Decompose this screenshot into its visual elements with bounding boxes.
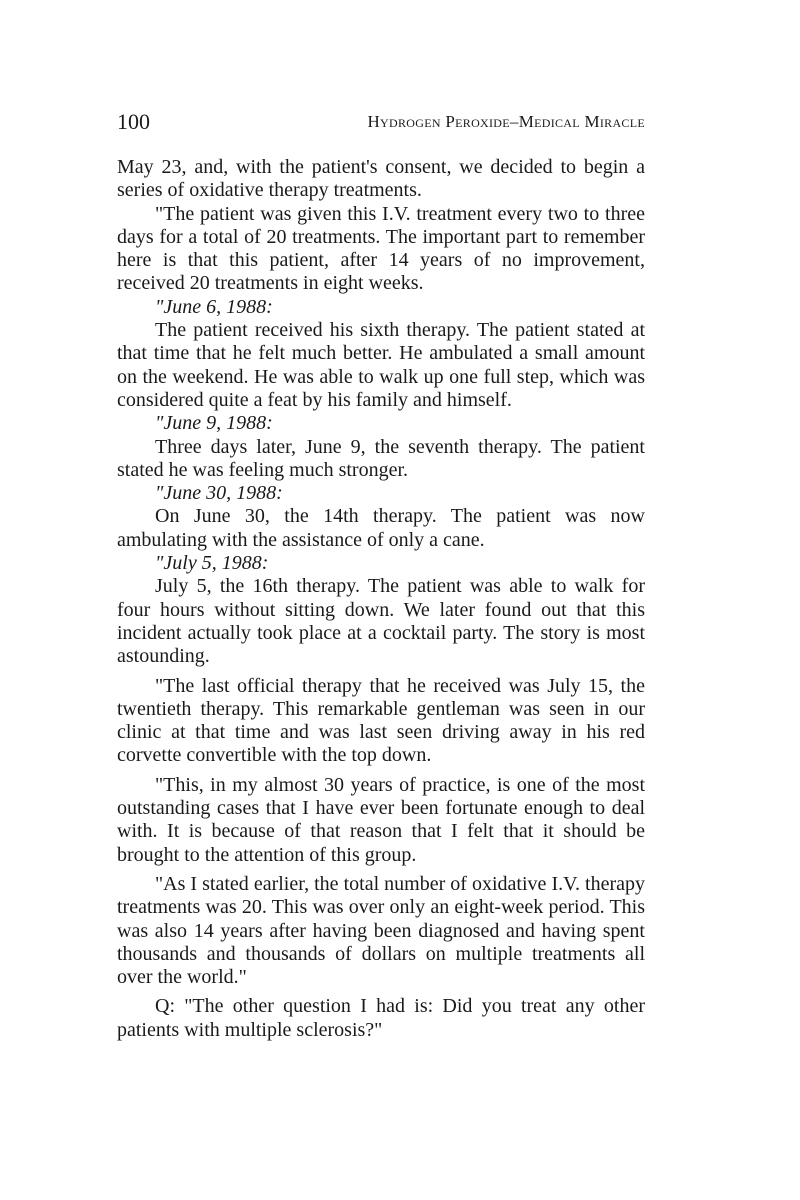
paragraph: "This, in my almost 30 years of practice, is one of the most outstanding cases that I have ever been fortunate enough to deal with. It is because of that reason that I felt that it should be brought to the attention of this group.	[117, 773, 645, 866]
paragraph: "As I stated earlier, the total number of oxidative I.V. therapy treatments was 20. This was over only an eight-week period. This was also 14 years after having been diagnosed and having spent thousands and thousands of dollars on multiple treatments all over the world."	[117, 872, 645, 989]
question-paragraph: Q: "The other question I had is: Did you treat any other patients with multiple sclerosis?"	[117, 995, 645, 1041]
paragraph: "The last official therapy that he received was July 15, the twentieth therapy. This remarkable gentleman was seen in our clinic at that time and was last seen driving away in his red corvette convertible with the top down.	[117, 674, 645, 767]
paragraph: May 23, and, with the patient's consent, we decided to begin a series of oxidative therapy treatments.	[117, 156, 645, 202]
book-page	[117, 108, 645, 1042]
dateline: "June 9, 1988:	[155, 412, 273, 435]
paragraph: Three days later, June 9, the seventh therapy. The patient stated he was feeling much stronger.	[117, 435, 645, 481]
page-header	[117, 108, 645, 138]
dateline: "June 6, 1988:	[155, 295, 273, 318]
dateline: "June 30, 1988:	[155, 482, 283, 505]
body-text	[117, 156, 645, 1042]
paragraph: "The patient was given this I.V. treatment every two to three days for a total of 20 treatments. The important part to remember here is that this patient, after 14 years of no improvement, received 20 treatments in eight weeks.	[117, 202, 645, 295]
dateline: "July 5, 1988:	[155, 552, 269, 575]
paragraph: On June 30, the 14th therapy. The patient was now ambulating with the assistance of only a cane.	[117, 505, 645, 551]
paragraph: July 5, the 16th therapy. The patient was able to walk for four hours without sitting down. We later found out that this incident actually took place at a cocktail party. The story is most astounding.	[117, 575, 645, 668]
paragraph: The patient received his sixth therapy. The patient stated at that time that he felt much better. He ambulated a small amount on the weekend. He was able to walk up one full step, which was considered quite a feat by his family and himself.	[117, 319, 645, 411]
page-number: 100	[117, 109, 150, 134]
running-head: Hydrogen Peroxide–Medical Miracle	[367, 112, 645, 131]
